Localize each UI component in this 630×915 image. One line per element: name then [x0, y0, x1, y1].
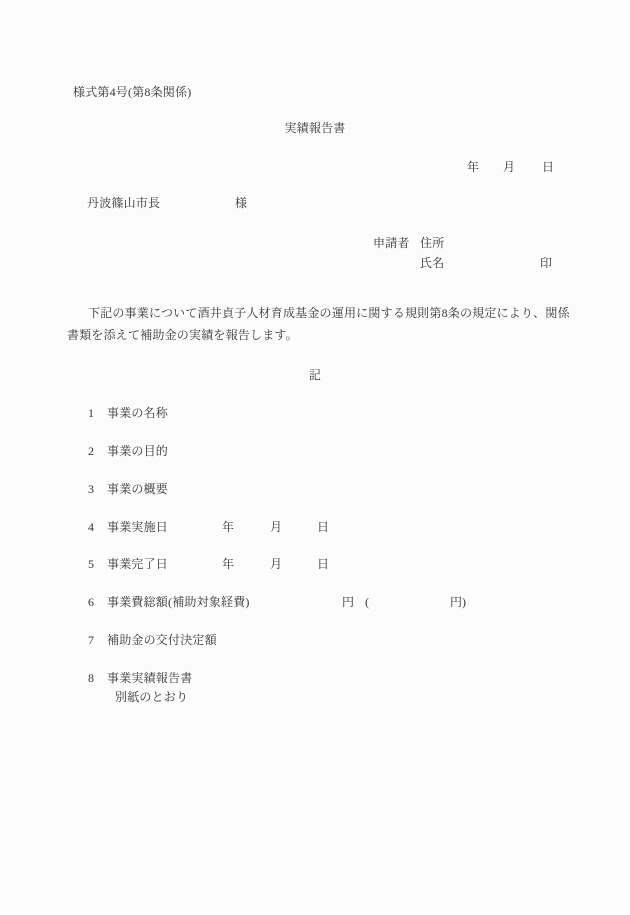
item-yen-label-2: 円 — [450, 595, 463, 609]
date-line — [0, 161, 630, 177]
list-item-2 — [0, 445, 630, 461]
ki-separator: 記 — [308, 368, 322, 382]
item-number: 3 — [88, 482, 95, 496]
item-label: 補助金の交付決定額 — [107, 633, 217, 647]
item-year-label: 年 — [222, 520, 235, 534]
list-item-8 — [0, 672, 630, 688]
list-item-1 — [0, 407, 630, 423]
date-day-label: 日 — [542, 160, 555, 174]
item-paren-close: ) — [462, 595, 467, 609]
item-month-label: 月 — [270, 557, 283, 571]
item-label: 事業の名称 — [107, 406, 169, 420]
item-day-label: 日 — [317, 520, 330, 534]
item-number: 7 — [88, 633, 95, 647]
addressee-honorific: 様 — [235, 196, 248, 210]
date-month-label: 月 — [503, 160, 516, 174]
item-number: 8 — [88, 671, 95, 685]
applicant-name-label: 氏名 — [420, 256, 445, 270]
body-paragraph — [67, 303, 570, 346]
item-label: 事業実施日 — [107, 520, 169, 534]
item-number: 1 — [88, 406, 95, 420]
applicant-address-line — [0, 237, 630, 253]
item-yen-label: 円 — [342, 595, 355, 609]
item-note: 別紙のとおり — [115, 690, 189, 704]
list-item-6 — [0, 596, 630, 612]
list-item-5 — [0, 558, 630, 574]
addressee-line — [0, 197, 630, 213]
item-number: 5 — [88, 557, 95, 571]
item-day-label: 日 — [317, 557, 330, 571]
item-month-label: 月 — [270, 520, 283, 534]
item-label: 事業費総額(補助対象経費) — [107, 595, 250, 609]
item-number: 6 — [88, 595, 95, 609]
list-item-3 — [0, 483, 630, 499]
document-title: 実績報告書 — [284, 121, 346, 135]
list-item-7 — [0, 634, 630, 650]
seal-mark: 印 — [540, 256, 553, 270]
applicant-label: 申請者 — [373, 236, 410, 250]
item-number: 4 — [88, 520, 95, 534]
date-year-label: 年 — [467, 160, 480, 174]
item-year-label: 年 — [222, 557, 235, 571]
item-paren-open: ( — [365, 595, 370, 609]
item-label: 事業の概要 — [107, 482, 169, 496]
list-item-4 — [0, 521, 630, 537]
item-label: 事業実績報告書 — [107, 671, 193, 685]
body-paragraph-line1: 下記の事業について酒井貞子人材育成基金の運用に関する規則第8条の規定により、関係 — [88, 306, 570, 320]
list-item-8-note — [0, 691, 630, 707]
applicant-address-label: 住所 — [420, 236, 445, 250]
item-label: 事業の目的 — [107, 444, 169, 458]
applicant-name-line — [0, 257, 630, 273]
item-number: 2 — [88, 444, 95, 458]
form-number: 様式第4号(第8条関係) — [73, 85, 192, 99]
addressee-name: 丹波篠山市長 — [87, 196, 161, 210]
item-label: 事業完了日 — [107, 557, 169, 571]
body-paragraph-line2: 書類を添えて補助金の実績を報告します。 — [67, 327, 298, 342]
